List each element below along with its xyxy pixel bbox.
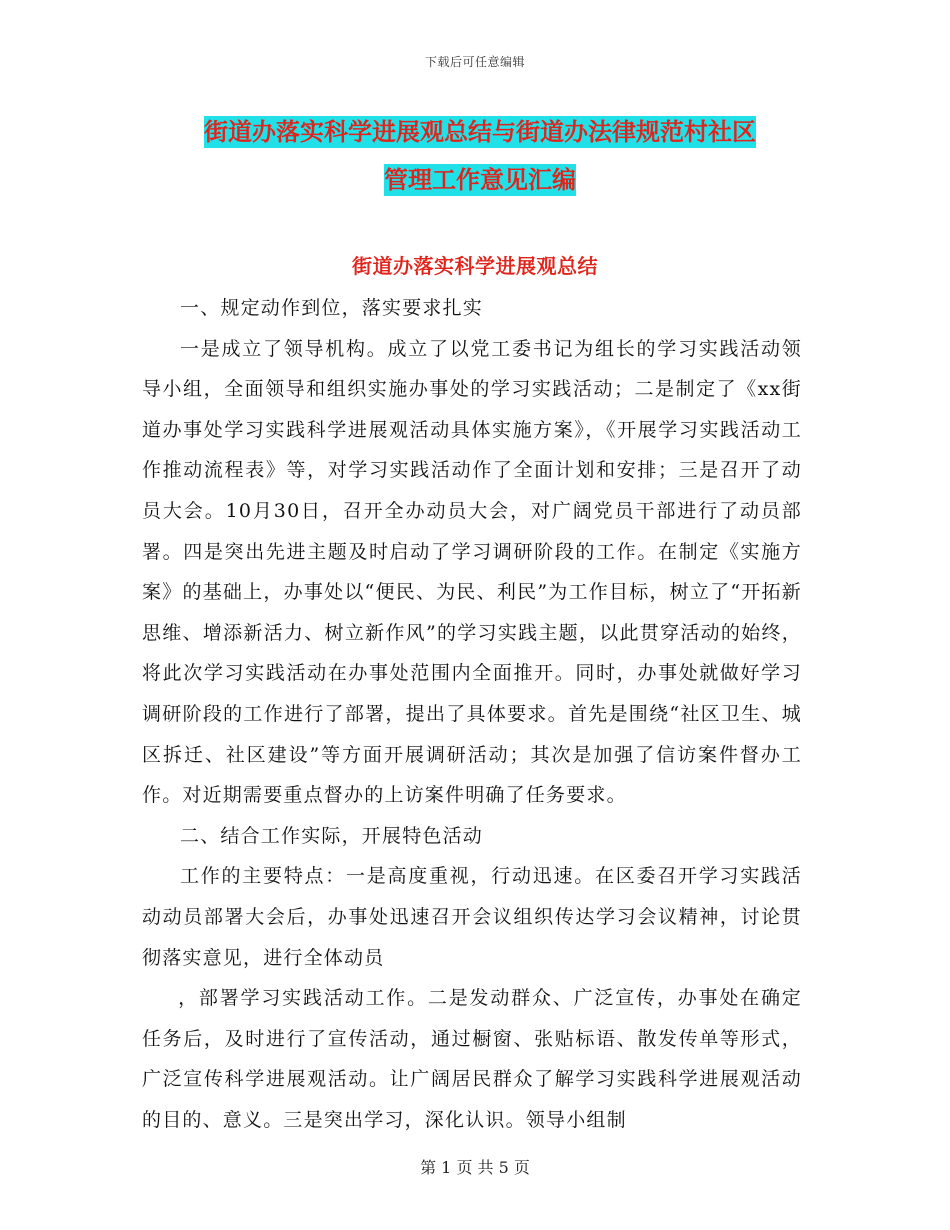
paragraph-heading-1: 一、规定动作到位，落实要求扎实 <box>180 297 484 319</box>
paragraph-heading-2: 二、结合工作实际，开展特色活动 <box>180 824 484 847</box>
body-text <box>142 288 802 1140</box>
paragraph: 工作的主要特点：一是高度重视，行动迅速。在区委召开学习实践活动动员部署大会后，办事处迅速召开会议组织传达学习会议精神，讨论贯彻落实意见，进行全体动员 <box>142 865 802 969</box>
paragraph: 一是成立了领导机构。成立了以党工委书记为组长的学习实践活动领导小组，全面领导和组织实施办事处的学习实践活动；二是制定了《xx街道办事处学习实践科学进展观活动具体实施方案》，《开展学习实践活动工作推动流程表》等，对学习实践活动作了全面计划和安排；三是召开了动员大会。10月30日，召开全办动员大会，对广阔党员干部进行了动员部署。四是突出先进主题及时启动了学习调研阶段的工作。在制定《实施方案》的基础上，办事处以“便民、为民、利民”为工作目标，树立了“开拓新思维、增添新活力、树立新作风”的学习实践主题，以此贯穿活动的始终，将此次学习实践活动在办事处范围内全面推开。同时，办事处就做好学习调研阶段的工作进行了部署，提出了具体要求。首先是围绕“社区卫生、城区拆迁、社区建设”等方面开展调研活动；其次是加强了信访案件督办工作。对近期需要重点督办的上访案件明确了任务要求。 <box>142 337 802 807</box>
paragraph: ，部署学习实践活动工作。二是发动群众、广泛宣传，办事处在确定任务后，及时进行了宣传活动，通过橱窗、张贴标语、散发传单等形式，广泛宣传科学进展观活动。让广阔居民群众了解学习实践科学进展观活动的目的、意义。三是突出学习，深化认识。领导小组制 <box>142 987 802 1131</box>
section-title: 街道办落实科学进展观总结 <box>352 254 598 278</box>
document-title <box>140 108 820 204</box>
document-title-line-2: 管理工作意见汇编 <box>384 166 576 194</box>
document-title-line-1: 街道办落实科学进展观总结与街道办法律规范村社区 <box>204 118 756 146</box>
header-note: 下载后可任意编辑 <box>424 55 525 69</box>
page-number: 第 1 页 共 5 页 <box>420 1158 530 1177</box>
